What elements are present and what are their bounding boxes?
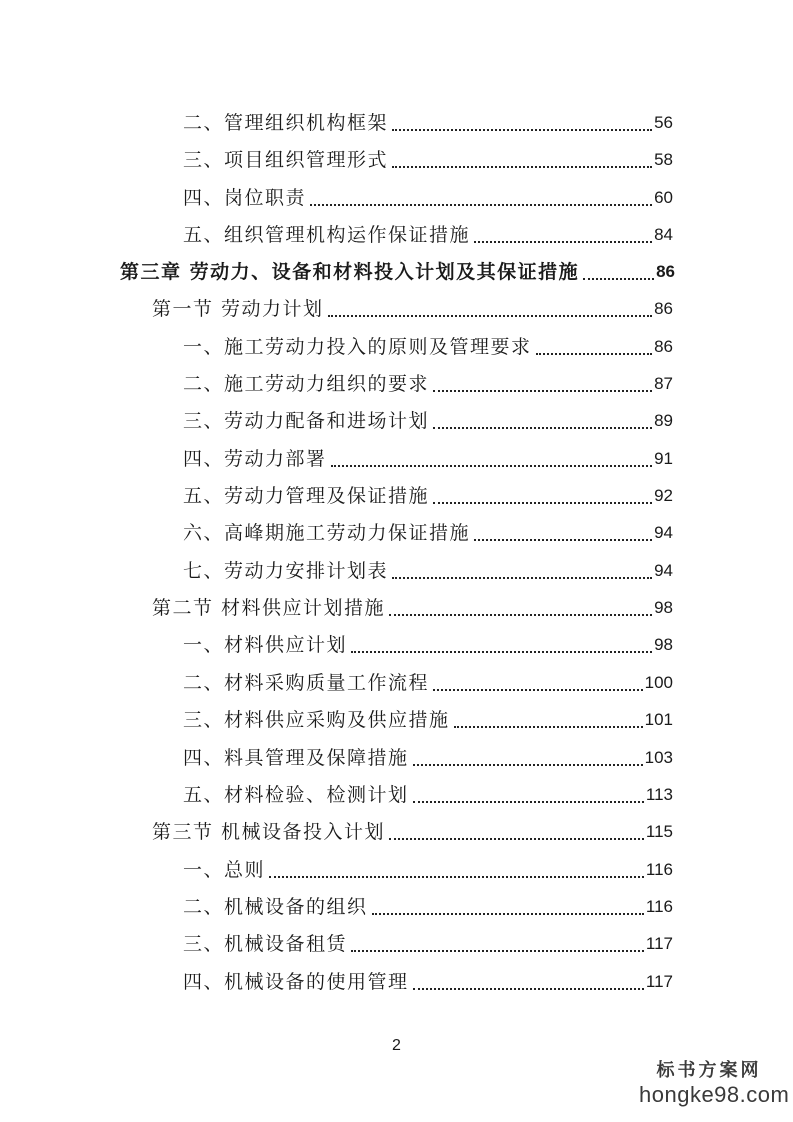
toc-section-entry[interactable]	[152, 813, 673, 843]
dot-leader	[433, 426, 652, 429]
toc-entry-page: 117	[645, 972, 673, 991]
toc-entry[interactable]	[183, 888, 673, 918]
toc-entry[interactable]	[183, 141, 673, 171]
toc-entry-page: 87	[654, 374, 673, 393]
toc-entry-title: 七、劳动力安排计划表	[183, 560, 389, 582]
dot-leader	[392, 576, 652, 579]
toc-entry-page: 116	[645, 897, 673, 916]
dot-leader	[413, 800, 644, 803]
watermark-url-text: hongke98.com	[639, 1082, 790, 1107]
toc-entry[interactable]	[183, 851, 673, 881]
toc-entry-title: 二、管理组织机构框架	[183, 112, 389, 134]
toc-entry-title: 四、料具管理及保障措施	[183, 747, 409, 769]
dot-leader	[392, 165, 652, 168]
toc-entry-title: 第二节 材料供应计划措施	[152, 597, 386, 619]
toc-entry-title: 第三节 机械设备投入计划	[152, 821, 386, 843]
toc-entry-title: 二、机械设备的组织	[183, 896, 368, 918]
watermark-logo	[639, 1056, 790, 1108]
toc-entry-page: 56	[654, 113, 673, 132]
dot-leader	[392, 128, 652, 131]
toc-entry-page: 84	[654, 225, 673, 244]
dot-leader	[536, 352, 653, 355]
dot-leader	[583, 277, 654, 280]
toc-entry-title: 二、施工劳动力组织的要求	[183, 373, 430, 395]
toc-entry-page: 58	[654, 150, 673, 169]
dot-leader	[454, 725, 643, 728]
toc-entry-title: 二、材料采购质量工作流程	[183, 672, 430, 694]
dot-leader	[413, 763, 643, 766]
dot-leader	[433, 501, 652, 504]
toc-entry-page: 113	[645, 785, 673, 804]
dot-leader	[413, 987, 644, 990]
toc-entry[interactable]	[183, 365, 673, 395]
toc-entry[interactable]	[183, 216, 673, 246]
dot-leader	[269, 875, 644, 878]
page-number: 2	[392, 1037, 401, 1054]
toc-chapter-entry[interactable]	[120, 253, 675, 283]
dot-leader	[351, 949, 644, 952]
toc-entry-page: 98	[654, 635, 673, 654]
toc-entry-title: 四、劳动力部署	[183, 448, 327, 470]
toc-entry-title: 五、劳动力管理及保证措施	[183, 485, 430, 507]
toc-entry-title: 五、材料检验、检测计划	[183, 784, 409, 806]
toc-entry-page: 91	[654, 449, 673, 468]
toc-entry-title: 第一节 劳动力计划	[152, 298, 324, 320]
dot-leader	[328, 314, 653, 317]
toc-entry-page: 101	[644, 710, 673, 729]
toc-entry[interactable]	[183, 477, 673, 507]
toc-entry-page: 117	[645, 934, 673, 953]
toc-entry-title: 五、组织管理机构运作保证措施	[183, 224, 471, 246]
toc-entry-page: 60	[654, 188, 673, 207]
toc-section-entry[interactable]	[152, 589, 673, 619]
toc-entry-page: 103	[644, 748, 673, 767]
toc-entry[interactable]	[183, 514, 673, 544]
toc-entry-page: 94	[654, 523, 673, 542]
toc-entry-page: 86	[654, 337, 673, 356]
dot-leader	[331, 464, 653, 467]
dot-leader	[389, 613, 652, 616]
toc-entry-page: 94	[654, 561, 673, 580]
toc-entry-title: 第三章 劳动力、设备和材料投入计划及其保证措施	[120, 261, 580, 283]
toc-entry-title: 三、劳动力配备和进场计划	[183, 410, 430, 432]
toc-entry-page: 100	[644, 673, 673, 692]
toc-entry-page: 86	[654, 299, 673, 318]
toc-entry-page: 86	[656, 262, 675, 281]
toc-entry-page: 92	[654, 486, 673, 505]
toc-entry-title: 三、机械设备租赁	[183, 933, 348, 955]
toc-entry[interactable]	[183, 440, 673, 470]
toc-entry-page: 98	[654, 598, 673, 617]
toc-entry-title: 一、材料供应计划	[183, 634, 348, 656]
toc-entry[interactable]	[183, 739, 673, 769]
toc-entry[interactable]	[183, 328, 673, 358]
dot-leader	[474, 240, 652, 243]
toc-entry[interactable]	[183, 664, 673, 694]
toc-entry-title: 四、岗位职责	[183, 187, 307, 209]
dot-leader	[433, 389, 652, 392]
toc-entry[interactable]	[183, 179, 673, 209]
dot-leader	[433, 688, 643, 691]
toc-entry-title: 一、施工劳动力投入的原则及管理要求	[183, 336, 532, 358]
toc-entry[interactable]	[183, 552, 673, 582]
toc-entry[interactable]	[183, 402, 673, 432]
toc-entry-page: 116	[645, 860, 673, 879]
toc-entry[interactable]	[183, 701, 673, 731]
toc-entry-page: 115	[645, 822, 673, 841]
toc-entry[interactable]	[183, 925, 673, 955]
toc-entry[interactable]	[183, 104, 673, 134]
toc-entry-title: 六、高峰期施工劳动力保证措施	[183, 522, 471, 544]
toc-entry-title: 三、材料供应采购及供应措施	[183, 709, 450, 731]
dot-leader	[351, 650, 652, 653]
toc-entry-page: 89	[654, 411, 673, 430]
toc-entry[interactable]	[183, 963, 673, 993]
watermark-cn-text: 标书方案网	[656, 1060, 762, 1081]
toc-entry-title: 四、机械设备的使用管理	[183, 971, 409, 993]
dot-leader	[310, 203, 652, 206]
toc-entry-title: 一、总则	[183, 859, 266, 881]
toc-section-entry[interactable]	[152, 290, 673, 320]
dot-leader	[372, 912, 644, 915]
toc-entry-title: 三、项目组织管理形式	[183, 149, 389, 171]
dot-leader	[389, 837, 644, 840]
toc-entry[interactable]	[183, 776, 673, 806]
toc-entry[interactable]	[183, 626, 673, 656]
dot-leader	[474, 538, 652, 541]
